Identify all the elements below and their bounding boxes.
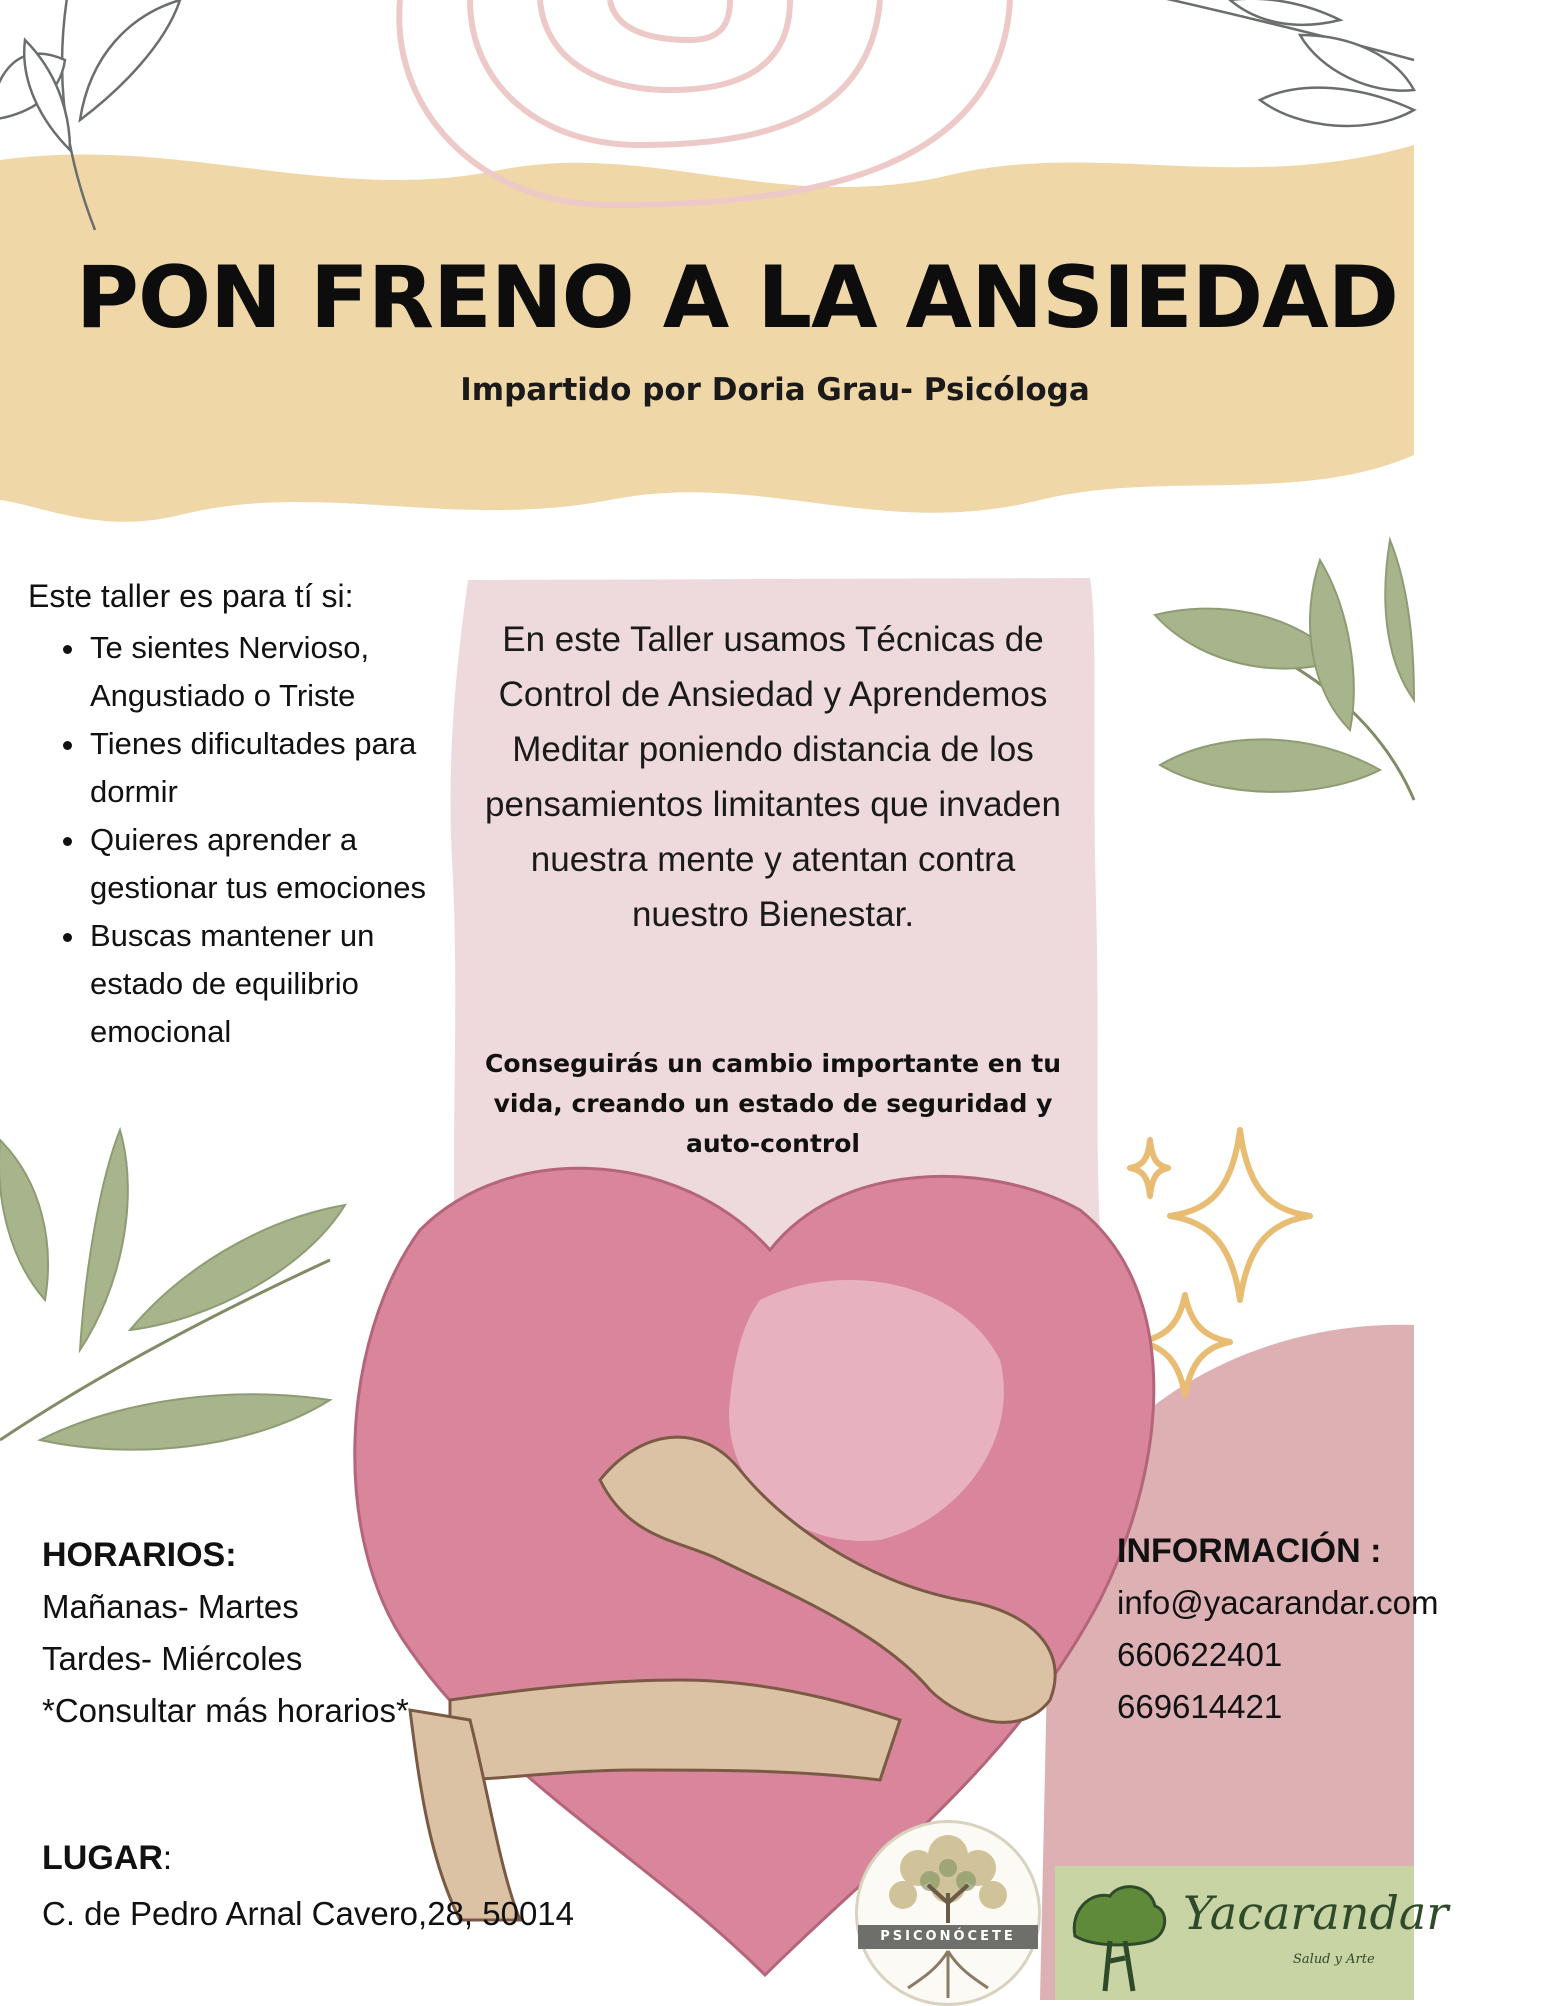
- audience-list: [50, 624, 448, 1056]
- contact-details: [1117, 1577, 1439, 1733]
- schedule-section: [42, 1536, 409, 1737]
- contact-email[interactable]: info@yacarandar.com: [1117, 1584, 1439, 1621]
- schedule-line: *Consultar más horarios*: [42, 1692, 409, 1729]
- yacarandar-logo: [1055, 1866, 1449, 2000]
- list-item: • Quieres aprender a gestionar tus emociones: [88, 816, 448, 912]
- list-item: • Te sientes Nervioso, Angustiado o Triste: [88, 624, 448, 720]
- workshop-highlight: Conseguirás un cambio importante en tu vida, creando un estado de seguridad y auto-control: [484, 1049, 1062, 1158]
- tree-icon: [858, 1823, 1038, 2003]
- location-address: C. de Pedro Arnal Cavero,28, 50014: [42, 1895, 575, 1932]
- yacarandar-tagline: Salud y Arte: [1293, 1952, 1375, 1967]
- psiconocete-logo: [855, 1820, 1041, 2006]
- location-colon: :: [162, 1839, 173, 1876]
- schedule-line: Tardes- Miércoles: [42, 1640, 303, 1677]
- location-heading: [42, 1832, 574, 1884]
- audience-intro: Este taller es para tí si:: [28, 578, 354, 614]
- page-subtitle: Impartido por Doria Grau- Psicóloga: [460, 372, 1090, 408]
- list-item: • Tienes dificultades para dormir: [88, 720, 448, 816]
- leaf-branch-right: [1155, 540, 1414, 800]
- workshop-description: En este Taller usamos Técnicas de Control de Ansiedad y Aprendemos Meditar poniendo distancia de los pensamientos limitantes que invaden nuestra mente y atentan contra nuestro Bienestar.: [485, 620, 1061, 934]
- contact-label: INFORMACIÓN :: [1117, 1532, 1382, 1570]
- contact-section: [1117, 1532, 1439, 1733]
- contact-phone[interactable]: 669614421: [1117, 1688, 1283, 1725]
- schedule-lines: [42, 1581, 409, 1737]
- location-label: LUGAR: [42, 1839, 163, 1877]
- page-title: PON FRENO A LA ANSIEDAD: [75, 248, 1399, 348]
- contact-phone[interactable]: 660622401: [1117, 1636, 1283, 1673]
- leaf-branch-left: [0, 1130, 345, 1450]
- yacarandar-wordmark: Yacarandar: [1183, 1886, 1449, 1940]
- list-item: • Buscas mantener un estado de equilibrio emocional: [88, 912, 448, 1056]
- schedule-label: HORARIOS:: [42, 1536, 237, 1574]
- pink-spiral-decoration: [399, 0, 1010, 205]
- location-section: [42, 1832, 574, 1940]
- schedule-line: Mañanas- Martes: [42, 1588, 299, 1625]
- tree-icon: [1055, 1866, 1180, 2000]
- leaf-branch-top-right: [1150, 0, 1414, 126]
- psiconocete-wordmark: PSICONÓCETE: [858, 1925, 1038, 1949]
